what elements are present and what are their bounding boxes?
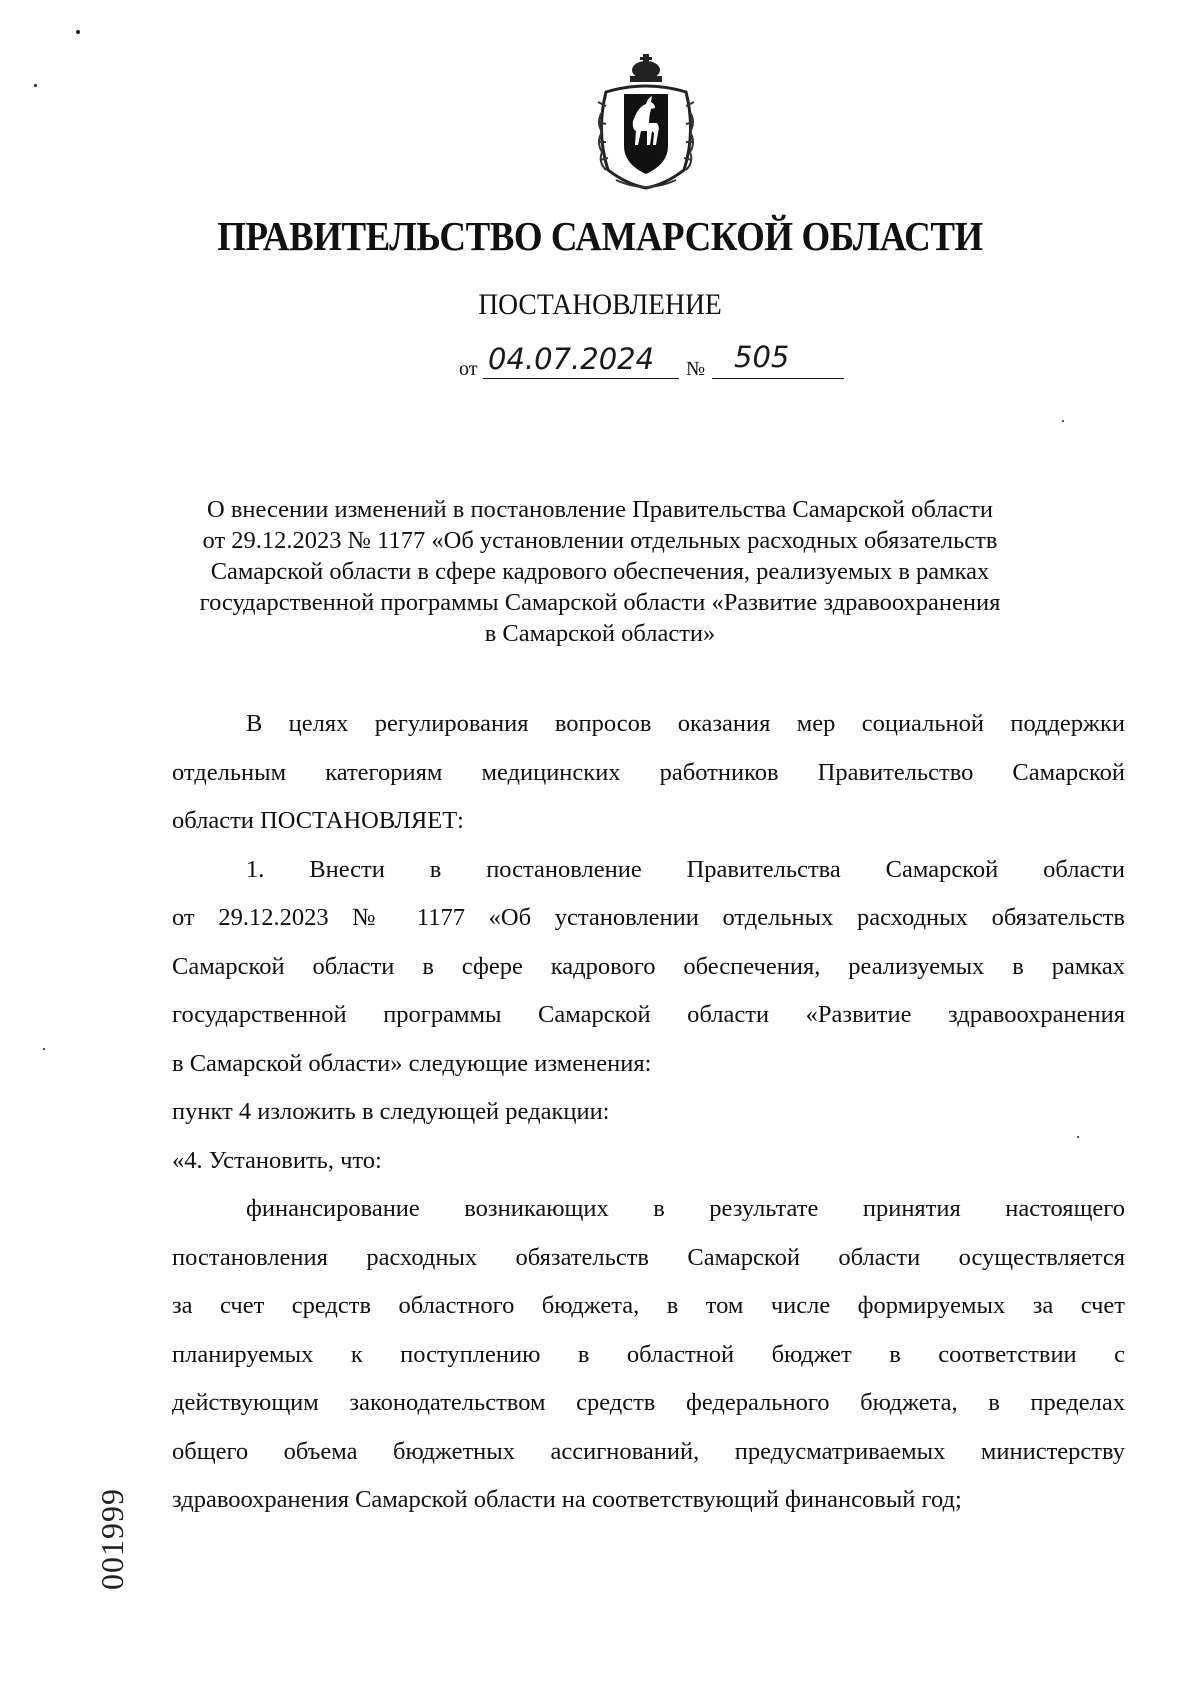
document-body (172, 700, 1125, 1525)
subject-line: Самарской области в сфере кадрового обеспечения, реализуемых в рамках (210, 558, 990, 585)
body-line: В целях регулирования вопросов оказания мер социальной поддержки (246, 710, 1125, 737)
date-number-line (0, 340, 1200, 380)
financing-paragraph (172, 1185, 1125, 1525)
body-line: от 29.12.2023 № 1177 «Об установлении отдельных расходных обязательств (172, 904, 1125, 931)
item-1-paragraph (172, 846, 1125, 1089)
number-underline (712, 378, 844, 379)
coat-of-arms-emblem (586, 52, 706, 192)
body-line: финансирование возникающих в результате принятия настоящего (246, 1195, 1125, 1222)
subject-line: государственной программы Самарской области «Развитие здравоохранения (199, 589, 1001, 616)
scan-speck (1077, 1136, 1079, 1138)
margin-stamp-number: 001999 (94, 1488, 130, 1590)
document-type: ПОСТАНОВЛЕНИЕ (478, 288, 722, 321)
quote-start: «4. Установить, что: (172, 1146, 382, 1174)
body-line: здравоохранения Самарской области на соответствующий финансовый год; (172, 1486, 962, 1513)
body-line: 1. Внести в постановление Правительства Самарской области (246, 855, 1125, 883)
coat-of-arms-icon (586, 52, 706, 192)
subject-line: от 29.12.2023 № 1177 «Об установлении отдельных расходных обязательств (202, 527, 998, 554)
body-line: Самарской области в сфере кадрового обеспечения, реализуемых в рамках (172, 952, 1125, 980)
body-line: государственной программы Самарской области «Развитие здравоохранения (172, 1001, 1125, 1028)
date-value: 04.07.2024 (488, 342, 655, 376)
body-line: действующим законодательством средств федерального бюджета, в пределах (172, 1389, 1125, 1416)
scan-speck (43, 1048, 45, 1050)
preamble-paragraph (172, 700, 1125, 846)
body-line: постановления расходных обязательств Самарской области осуществляется (172, 1243, 1125, 1271)
number-prefix: № (686, 358, 706, 380)
scan-speck (76, 30, 80, 34)
date-underline (483, 378, 679, 379)
item-1-point: пункт 4 изложить в следующей редакции: (172, 1098, 610, 1125)
body-line: в Самарской области» следующие изменения: (172, 1049, 652, 1077)
body-line: за счет средств областного бюджета, в том числе формируемых за счет (172, 1292, 1125, 1319)
subject-line: О внесении изменений в постановление Правительства Самарской области (207, 496, 993, 523)
organization-title: ПРАВИТЕЛЬСТВО САМАРСКОЙ ОБЛАСТИ (217, 213, 983, 259)
date-prefix: от (459, 358, 478, 380)
body-line: планируемых к поступлению в областной бюджет в соответствии с (172, 1340, 1125, 1368)
subject-line: в Самарской области» (484, 620, 716, 647)
scan-speck (34, 84, 37, 87)
body-line: отдельным категориям медицинских работников Правительство Самарской (172, 758, 1125, 786)
document-subject (0, 494, 1200, 649)
scan-speck (1062, 420, 1064, 422)
body-line: общего объема бюджетных ассигнований, предусматриваемых министерству (172, 1437, 1125, 1465)
body-line: области ПОСТАНОВЛЯЕТ: (172, 807, 464, 834)
number-value: 505 (734, 340, 790, 374)
